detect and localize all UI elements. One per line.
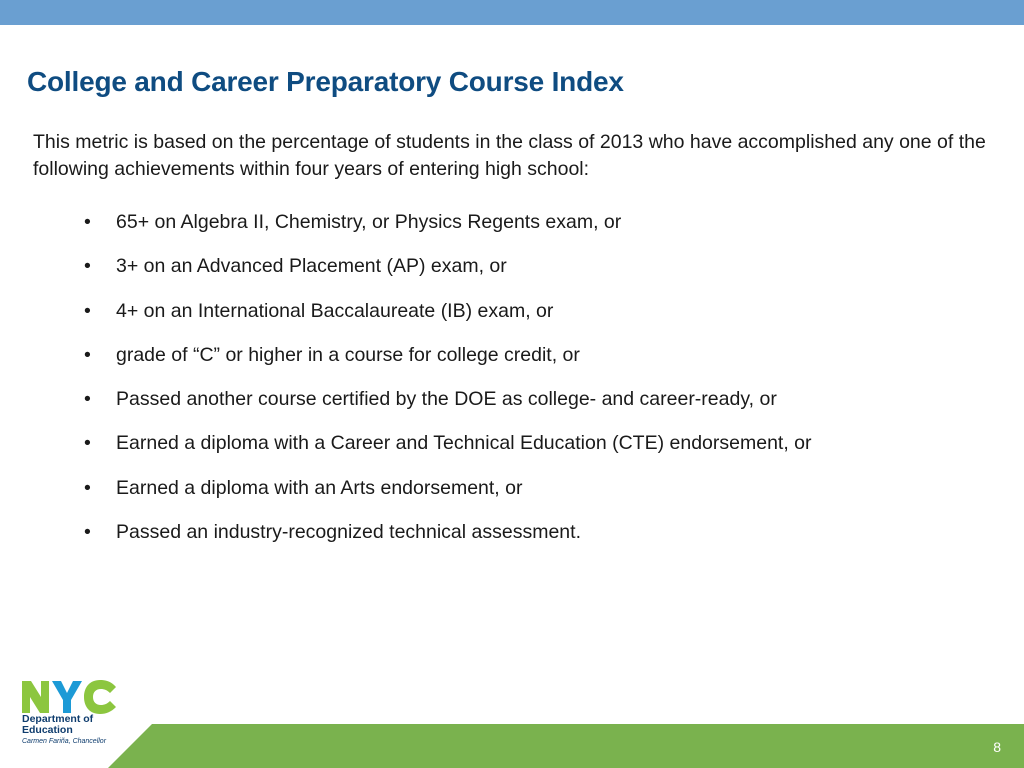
list-item-text: 4+ on an International Baccalaureate (IB) exam, or [116,299,554,322]
list-item-text: 3+ on an Advanced Placement (AP) exam, or [116,255,507,278]
bullet-icon: • [84,255,91,278]
list-item-text: Earned a diploma with a Career and Technical Education (CTE) endorsement, or [116,432,812,455]
bullet-icon: • [84,432,91,455]
top-accent-bar [0,0,1024,25]
logo-dept-line1: Department of [22,713,94,725]
logo-chancellor-text: Carmen Fariña, Chancellor [22,738,107,745]
nyc-doe-logo [22,679,122,749]
footer-bar [0,724,1024,768]
list-item-text: grade of “C” or higher in a course for college credit, or [116,343,580,366]
logo-department-text [22,714,93,736]
bullet-icon: • [84,299,91,322]
bullet-icon: • [84,476,91,499]
nyc-logo-icon [22,679,118,715]
intro-paragraph: This metric is based on the percentage of students in the class of 2013 who have accomplished any one of the following achievements within four years of entering high school: [33,131,986,180]
logo-dept-line2: Education [22,724,73,736]
list-item-text: 65+ on Algebra II, Chemistry, or Physics Regents exam, or [116,211,622,233]
slide-title: College and Career Preparatory Course Index [27,66,624,97]
list-item-text: Passed an industry-recognized technical assessment. [116,521,581,544]
list-item-text: Earned a diploma with an Arts endorsement, or [116,476,523,499]
bullet-icon: • [84,211,91,233]
bullet-icon: • [84,388,91,411]
list-item-text: Passed another course certified by the DOE as college- and career-ready, or [116,388,777,411]
bullet-icon: • [84,343,91,366]
page-number: 8 [993,739,1001,755]
bullet-icon: • [84,521,91,544]
